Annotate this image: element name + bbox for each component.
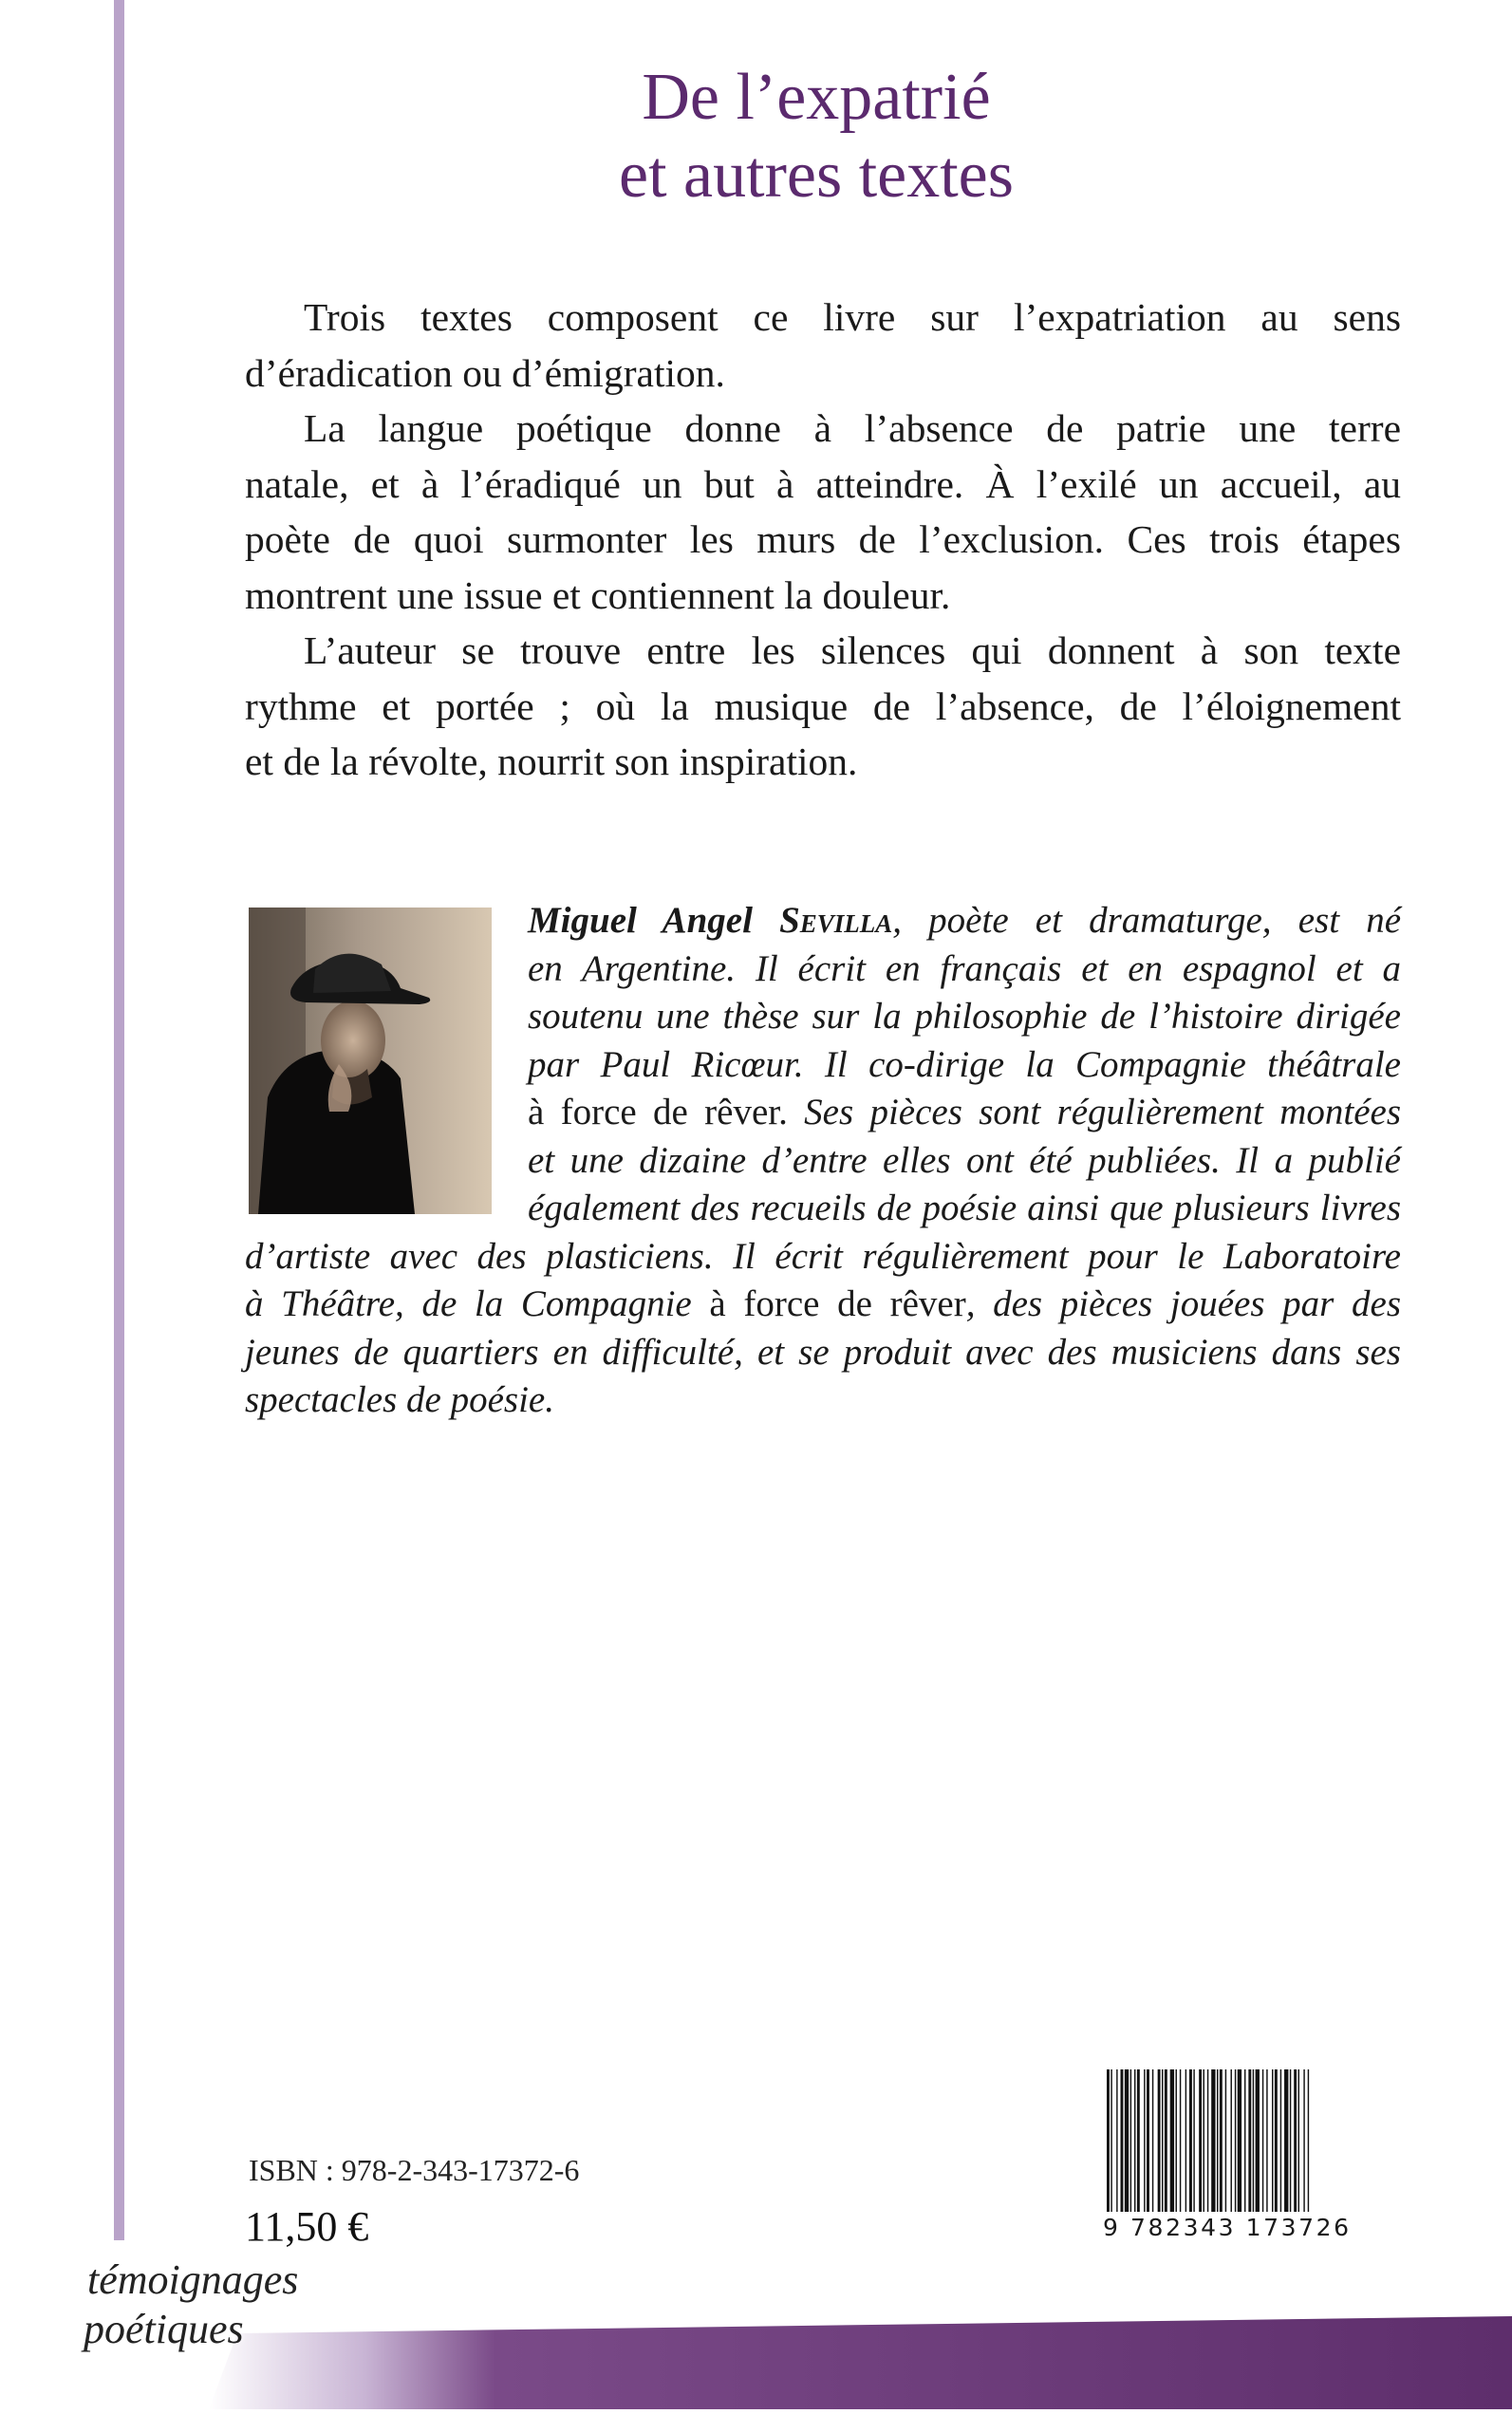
- barcode-bar: [1170, 2069, 1174, 2212]
- title-line-1: De l’expatrié: [642, 61, 991, 134]
- barcode-digits: 9 782343 173726: [1103, 2212, 1405, 2241]
- collection-line-2: poétiques: [84, 2306, 244, 2352]
- barcode-bar: [1272, 2069, 1273, 2212]
- bio-line: d’artiste avec des plasticiens. Il écrit régulièrement pour le Laboratoire: [245, 1235, 1401, 1277]
- barcode-bar: [1130, 2069, 1131, 2212]
- barcode-bar: [1298, 2069, 1299, 2212]
- barcode-bar: [1162, 2069, 1163, 2212]
- blurb-line: poète de quoi surmonter les murs de l’exclusion. Ces trois étapes: [245, 517, 1401, 561]
- blurb-line: L’auteur se trouve entre les silences qui donnent à son texte: [304, 628, 1401, 672]
- barcode-bar: [1176, 2069, 1177, 2212]
- bio-line: par Paul Ricœur. Il co-dirige la Compagnie théâtrale: [528, 1043, 1401, 1085]
- barcode-bar: [1308, 2069, 1309, 2212]
- title-line-2: et autres textes: [619, 139, 1014, 212]
- barcode-bar: [1294, 2069, 1297, 2212]
- barcode-bar: [1244, 2069, 1245, 2212]
- bio-line: à Théâtre, de la Compagnie à force de rêver, des pièces jouées par des: [245, 1283, 1401, 1324]
- barcode-bar: [1225, 2069, 1226, 2212]
- barcode-bar: [1248, 2069, 1251, 2212]
- barcode-bar: [1284, 2069, 1288, 2212]
- barcode-bar: [1107, 2069, 1110, 2212]
- barcode-bar: [1253, 2069, 1254, 2212]
- barcode-bar: [1235, 2069, 1236, 2212]
- bio-line: également des recueils de poésie ainsi que plusieurs livres: [528, 1188, 1401, 1228]
- barcode-bar: [1220, 2069, 1223, 2212]
- barcode-bar: [1256, 2069, 1260, 2212]
- barcode-bar: [1144, 2069, 1145, 2212]
- blurb-paragraph-1: [245, 290, 1401, 401]
- author-name: Miguel Angel Sevilla: [528, 900, 893, 941]
- company-name: à force de rêver.: [528, 1092, 788, 1132]
- barcode-bar: [1180, 2069, 1181, 2212]
- blurb-line: montrent une issue et contiennent la douleur.: [245, 572, 951, 617]
- bio-line: Miguel Angel Sevilla, poète et dramaturge, est né: [528, 900, 1402, 941]
- book-title: [313, 59, 1319, 215]
- barcode-bar: [1147, 2069, 1149, 2212]
- collection-name: [84, 2255, 299, 2354]
- barcode-bar: [1262, 2069, 1263, 2212]
- barcode-bar: [1238, 2069, 1241, 2212]
- barcode-bar: [1266, 2069, 1267, 2212]
- bio-line: et une dizaine d’entre elles ont été publiées. Il a publié: [528, 1139, 1401, 1181]
- collection-line-1: témoignages: [87, 2256, 299, 2303]
- company-name: à force de rêver: [709, 1283, 966, 1324]
- blurb-line: natale, et à l’éradiqué un but à atteindre. À l’exilé un accueil, au: [245, 461, 1401, 506]
- barcode-bar: [1189, 2069, 1192, 2212]
- barcode-bar: [1165, 2069, 1167, 2212]
- price-text: 11,50 €: [245, 2203, 369, 2250]
- isbn-text: ISBN : 978-2-343-17372-6: [249, 2153, 580, 2187]
- bio-line: à force de rêver. Ses pièces sont régulièrement montées: [528, 1092, 1401, 1132]
- bio-line: soutenu une thèse sur la philosophie de l’histoire dirigée: [528, 996, 1401, 1037]
- blurb-line: La langue poétique donne à l’absence de patrie une terre: [304, 406, 1401, 450]
- blurb-paragraph-2: [245, 401, 1401, 623]
- barcode-bar: [1185, 2069, 1186, 2212]
- bio-line: jeunes de quartiers en difficulté, et se produit avec des musiciens dans ses: [245, 1331, 1401, 1373]
- barcode-bar: [1199, 2069, 1202, 2212]
- blurb-line: rythme et portée ; où la musique de l’absence, de l’éloignement: [245, 683, 1401, 728]
- barcode-bar: [1275, 2069, 1278, 2212]
- blurb-paragraph-3: [245, 623, 1401, 790]
- barcode-bar: [1303, 2069, 1304, 2212]
- blurb-line: et de la révolte, nourrit son inspiration.: [245, 739, 858, 783]
- barcode-bar: [1211, 2069, 1215, 2212]
- barcode-bar: [1280, 2069, 1281, 2212]
- barcode-bar: [1134, 2069, 1135, 2212]
- barcode-bar: [1121, 2069, 1124, 2212]
- barcode-bar: [1217, 2069, 1218, 2212]
- barcode-bar: [1290, 2069, 1291, 2212]
- barcode-bar: [1158, 2069, 1161, 2212]
- barcode-bar: [1207, 2069, 1208, 2212]
- barcode-bar: [1231, 2069, 1232, 2212]
- barcode-bar: [1152, 2069, 1153, 2212]
- author-biography: [245, 897, 1401, 1425]
- back-cover-blurb: [245, 290, 1401, 790]
- bio-line: en Argentine. Il écrit en français et en espagnol et a: [528, 947, 1401, 989]
- left-margin-rule: [114, 0, 124, 2240]
- barcode-bar: [1193, 2069, 1194, 2212]
- barcode-bar: [1116, 2069, 1117, 2212]
- barcode-bar: [1125, 2069, 1129, 2212]
- bio-line: spectacles de poésie.: [245, 1379, 554, 1420]
- blurb-line: d’éradication ou d’émigration.: [245, 350, 725, 395]
- blurb-line: Trois textes composent ce livre sur l’expatriation au sens: [304, 295, 1401, 339]
- barcode-bar: [1137, 2069, 1140, 2212]
